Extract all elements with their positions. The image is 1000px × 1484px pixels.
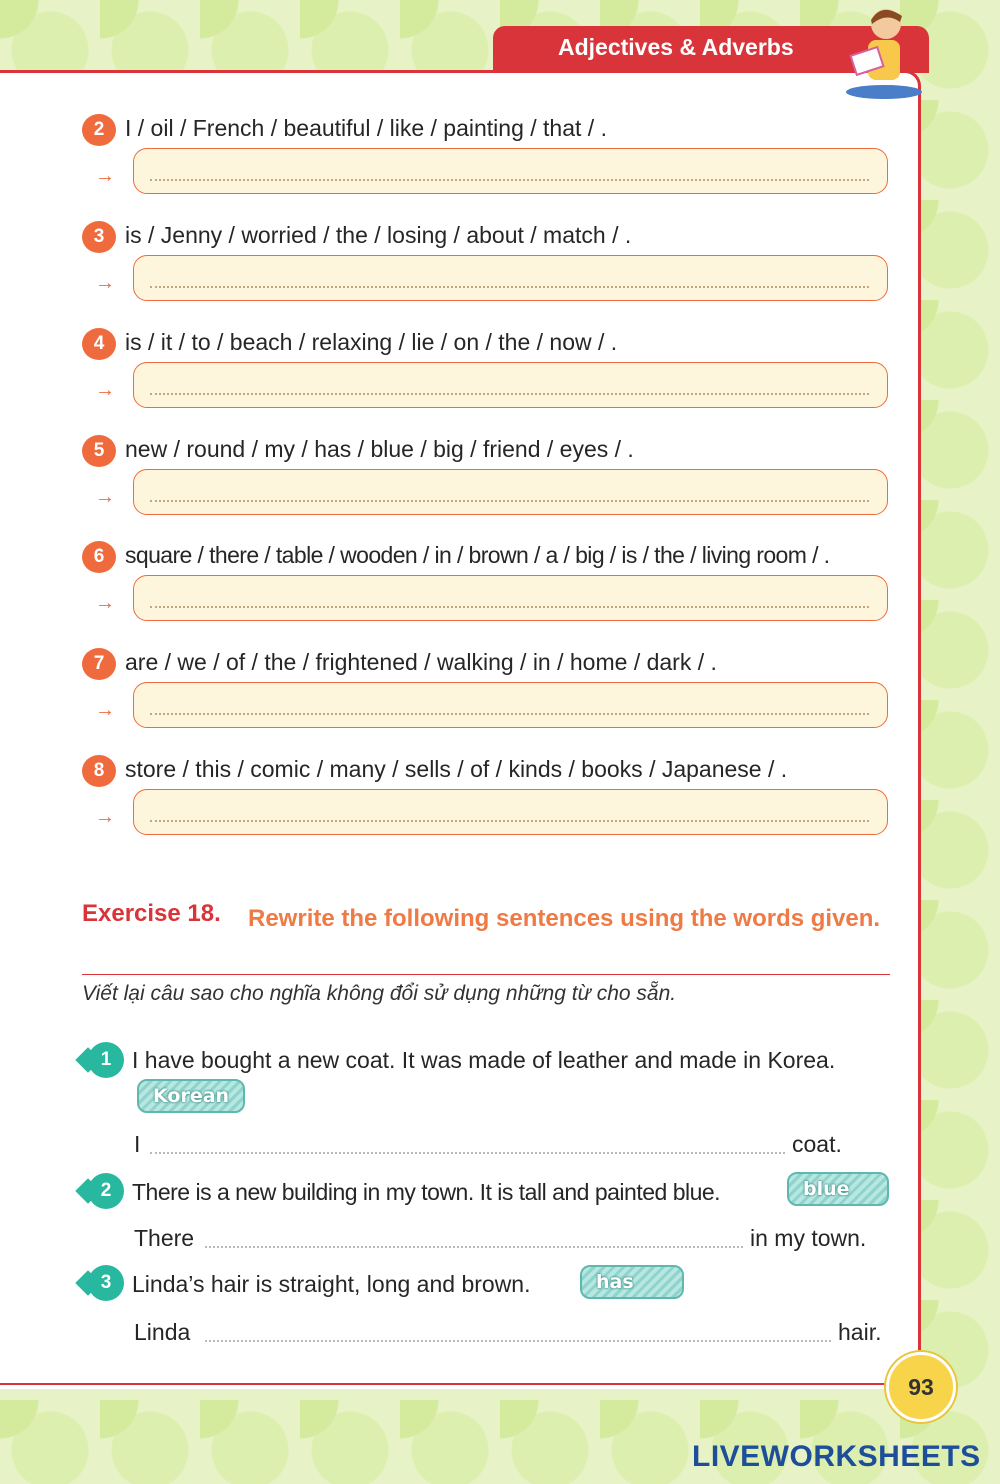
arrow-icon: →: [95, 699, 115, 721]
answer-input[interactable]: [133, 255, 888, 301]
given-word-chip: has: [580, 1265, 684, 1299]
scrambled-prompt: is / it / to / beach / relaxing / lie / on / the / now / .: [125, 329, 618, 355]
answer-input[interactable]: [205, 1246, 743, 1248]
answer-input[interactable]: [133, 789, 888, 835]
page-number: 93: [886, 1352, 956, 1422]
item-number-badge: 2: [82, 114, 116, 146]
reading-boy-illustration: [842, 0, 926, 100]
answer-dotted-line: [150, 393, 869, 395]
answer-start-text: There: [134, 1225, 195, 1251]
question-sentence: I have bought a new coat. It was made of leather and made in Korea.: [132, 1047, 836, 1073]
answer-input[interactable]: [205, 1340, 831, 1342]
answer-input[interactable]: [150, 1152, 785, 1154]
answer-start-text: I: [134, 1131, 141, 1157]
answer-dotted-line: [150, 500, 869, 502]
answer-dotted-line: [150, 286, 869, 288]
item-number-badge: 8: [82, 755, 116, 787]
answer-input[interactable]: [133, 362, 888, 408]
answer-dotted-line: [150, 713, 869, 715]
answer-end-text: coat.: [792, 1131, 842, 1157]
arrow-icon: →: [95, 165, 115, 187]
arrow-icon: →: [95, 806, 115, 828]
brand-wordmark: LIVEWORKSHEETS: [692, 1440, 981, 1473]
scrambled-prompt: store / this / comic / many / sells / of / kinds / books / Japanese / .: [125, 756, 788, 782]
item-number-badge: 6: [82, 541, 116, 573]
answer-end-text: in my town.: [750, 1225, 867, 1251]
exercise-label: Exercise 18.: [82, 900, 221, 927]
item-number-badge: 7: [82, 648, 116, 680]
answer-dotted-line: [150, 820, 869, 822]
answer-input[interactable]: [133, 575, 888, 621]
scrambled-prompt: square / there / table / wooden / in / brown / a / big / is / the / living room / .: [125, 542, 830, 568]
given-word-chip: Korean: [137, 1079, 245, 1113]
exercise-subtitle-vi: Viết lại câu sao cho nghĩa không đổi sử dụng những từ cho sẵn.: [82, 982, 677, 1005]
arrow-icon: →: [95, 379, 115, 401]
question-sentence: Linda’s hair is straight, long and brown.: [132, 1271, 531, 1297]
question-number-badge: 1: [88, 1042, 124, 1078]
exercise-instruction: Rewrite the following sentences using the words given.: [248, 905, 881, 932]
scrambled-prompt: new / round / my / has / blue / big / friend / eyes / .: [125, 436, 634, 462]
given-word-chip: blue: [787, 1172, 889, 1206]
answer-dotted-line: [150, 179, 869, 181]
answer-input[interactable]: [133, 682, 888, 728]
answer-start-text: Linda: [134, 1319, 191, 1345]
arrow-icon: →: [95, 486, 115, 508]
arrow-icon: →: [95, 272, 115, 294]
answer-dotted-line: [150, 606, 869, 608]
scrambled-prompt: is / Jenny / worried / the / losing / about / match / .: [125, 222, 632, 248]
item-number-badge: 5: [82, 435, 116, 467]
arrow-icon: →: [95, 592, 115, 614]
answer-end-text: hair.: [838, 1319, 882, 1345]
answer-input[interactable]: [133, 469, 888, 515]
scrambled-prompt: are / we / of / the / frightened / walking / in / home / dark / .: [125, 649, 717, 675]
question-number-badge: 2: [88, 1173, 124, 1209]
question-sentence: There is a new building in my town. It is tall and painted blue.: [132, 1179, 721, 1205]
question-number-badge: 3: [88, 1265, 124, 1301]
scrambled-prompt: I / oil / French / beautiful / like / painting / that / .: [125, 115, 607, 141]
footer-divider: [0, 1383, 890, 1385]
exercise-divider: [82, 974, 890, 975]
answer-input[interactable]: [133, 148, 888, 194]
page-section-title: Adjectives & Adverbs: [558, 34, 794, 60]
item-number-badge: 3: [82, 221, 116, 253]
item-number-badge: 4: [82, 328, 116, 360]
